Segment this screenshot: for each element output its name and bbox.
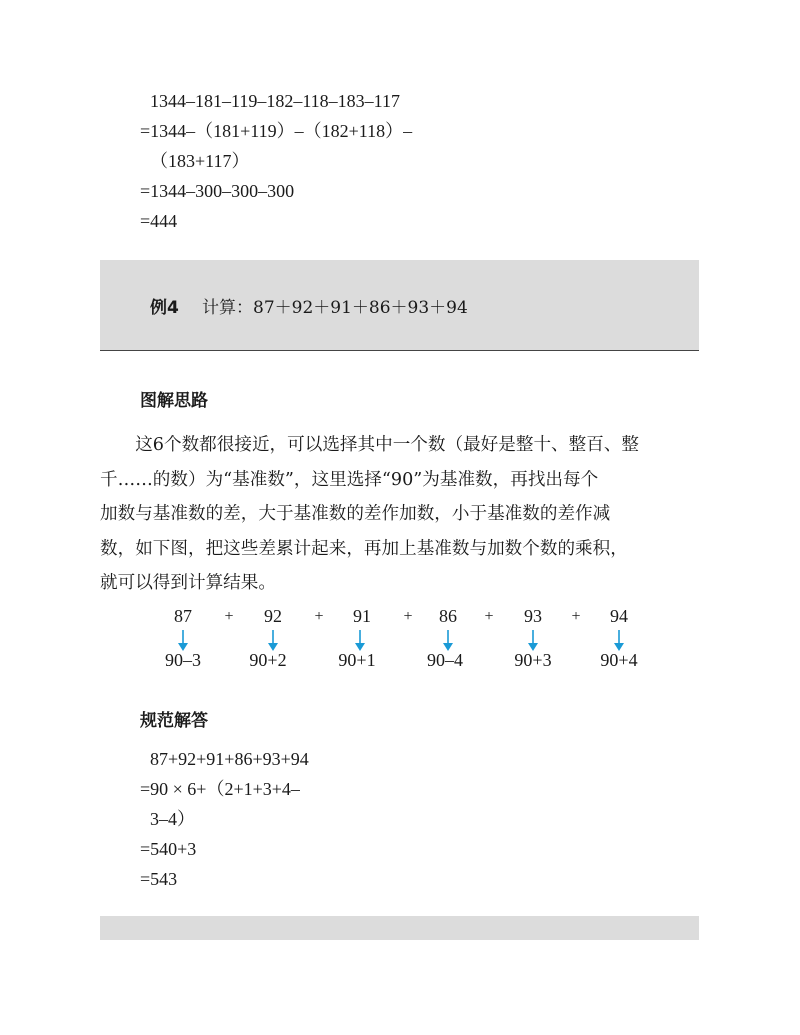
- paragraph-line: 就可以得到计算结果。: [100, 573, 276, 593]
- addend-number: 94: [610, 606, 628, 626]
- solution-heading: 规范解答: [140, 711, 208, 731]
- calc-line: =540+3: [140, 839, 197, 859]
- baseline-expression: 90+1: [338, 650, 376, 670]
- down-arrow-icon: [442, 630, 454, 652]
- plus-sign: +: [403, 608, 413, 625]
- example-problem: 计算：87＋92＋91＋86＋93＋94: [202, 298, 468, 318]
- calc-line: =444: [140, 211, 178, 231]
- plus-sign: +: [571, 608, 581, 625]
- calculation-block-solution: [140, 744, 309, 894]
- plus-sign: +: [484, 608, 494, 625]
- example-box: [100, 260, 699, 351]
- calc-line: 87+92+91+86+93+94: [150, 749, 309, 769]
- baseline-expression: 90–4: [427, 650, 463, 670]
- calc-line: =1344–300–300–300: [140, 181, 295, 201]
- paragraph-line: 数，如下图，把这些差累计起来，再加上基准数与加数个数的乘积，: [100, 538, 628, 559]
- baseline-expression: 90+2: [249, 650, 287, 670]
- down-arrow-icon: [354, 630, 366, 652]
- addend-number: 86: [439, 606, 457, 626]
- baseline-diagram: [0, 604, 800, 678]
- calc-line: 1344–181–119–182–118–183–117: [150, 91, 400, 111]
- baseline-expression: 90–3: [165, 650, 201, 670]
- baseline-expression: 90+3: [514, 650, 552, 670]
- plus-sign: +: [224, 608, 234, 625]
- down-arrow-icon: [267, 630, 279, 652]
- calc-line: =543: [140, 869, 178, 889]
- calc-line: =90 × 6+（2+1+3+4–: [140, 779, 300, 799]
- calculation-block-top: [140, 86, 412, 236]
- paragraph-line: 这6个数都很接近，可以选择其中一个数（最好是整十、整百、整: [100, 435, 640, 455]
- plus-sign: +: [314, 608, 324, 625]
- down-arrow-icon: [527, 630, 539, 652]
- addend-number: 87: [174, 606, 192, 626]
- example-label: 例4: [150, 298, 179, 318]
- calc-line: （183+117）: [150, 151, 250, 171]
- addend-number: 93: [524, 606, 542, 626]
- bottom-divider-bar: [100, 916, 699, 940]
- down-arrow-icon: [613, 630, 625, 652]
- paragraph-line: 加数与基准数的差，大于基准数的差作加数，小于基准数的差作减: [100, 504, 611, 524]
- paragraph-line: 千……的数）为“基准数”，这里选择“90”为基准数，再找出每个: [100, 469, 599, 490]
- approach-heading: 图解思路: [140, 391, 208, 411]
- approach-paragraph: [100, 428, 700, 601]
- baseline-expression: 90+4: [600, 650, 638, 670]
- addend-number: 91: [353, 606, 371, 626]
- calc-line: 3–4）: [150, 809, 195, 829]
- addend-number: 92: [264, 606, 282, 626]
- calc-line: =1344–（181+119）–（182+118）–: [140, 121, 413, 141]
- down-arrow-icon: [177, 630, 189, 652]
